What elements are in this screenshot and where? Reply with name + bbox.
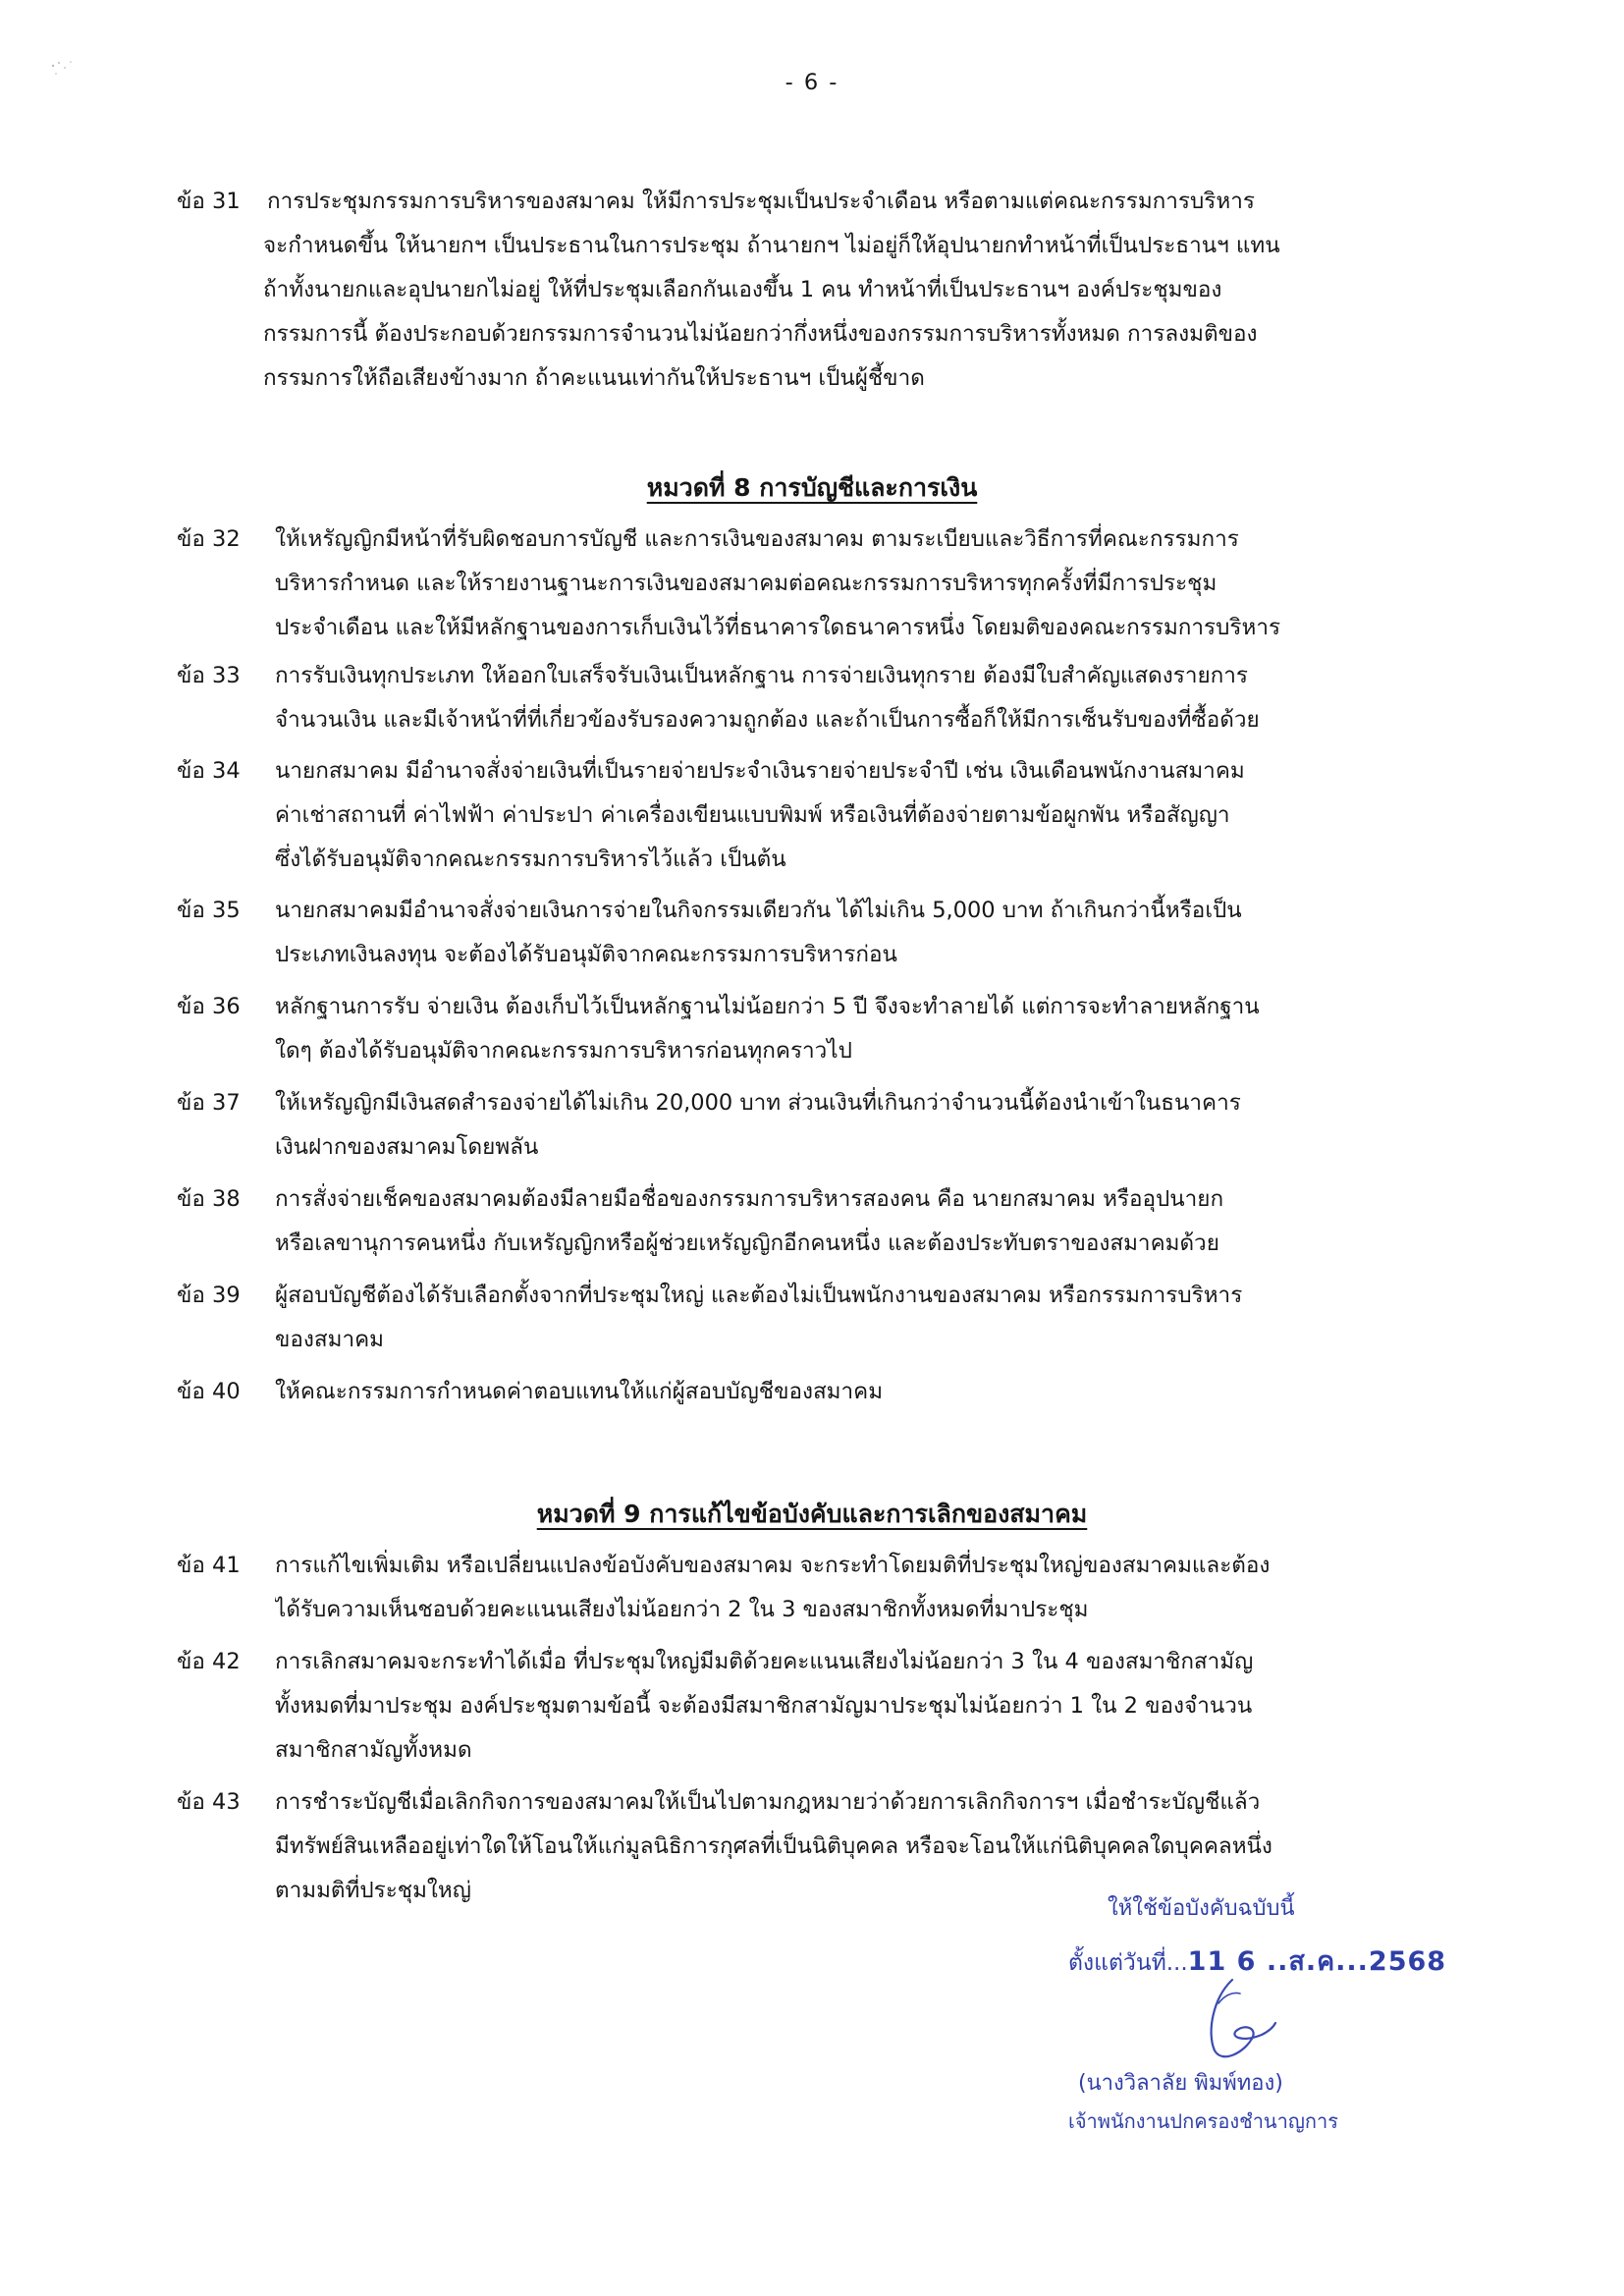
clause-line: หลักฐานการรับ จ่ายเงิน ต้องเก็บไว้เป็นหลักฐานไม่น้อยกว่า 5 ปี จึงจะทำลายได้ แต่การจะทำลายหลักฐาน [275,994,1260,1019]
clause-number: ข้อ 34 [177,758,241,784]
clause-line: มีทรัพย์สินเหลืออยู่เท่าใดให้โอนให้แก่มูลนิธิการกุศลที่เป็นนิติบุคคล หรือจะโอนให้แก่นิติบุคคลใดบุคคลหนึ่ง [275,1833,1272,1859]
official-position: เจ้าพนักงานปกครองชำนาญการ [1068,2109,1338,2133]
clause-line: ผู้สอบบัญชีต้องได้รับเลือกตั้งจากที่ประชุมใหญ่ และต้องไม่เป็นพนักงานของสมาคม หรือกรรมการบริหาร [275,1283,1243,1308]
stamp-date: 11 6 ..ส.ค...2568 [1187,1946,1447,1977]
clause-line: การประชุมกรรมการบริหารของสมาคม ให้มีการประชุมเป็นประจำเดือน หรือตามแต่คณะกรรมการบริหาร [267,189,1255,214]
clause-35 [177,889,1492,977]
clause-line: เงินฝากของสมาคมโดยพลัน [275,1134,539,1160]
clause-31 [0,180,1624,401]
clause-number: ข้อ 31 [177,189,241,214]
clause-line: ใดๆ ต้องได้รับอนุมัติจากคณะกรรมการบริหารก่อนทุกคราวไป [275,1038,852,1064]
section-8-clauses [0,518,1624,1414]
clause-41 [177,1544,1492,1632]
stamp-date-prefix: ตั้งแต่วันที่... [1068,1950,1188,1976]
clause-line: จำนวนเงิน และมีเจ้าหน้าที่ที่เกี่ยวข้องรับรองความถูกต้อง และถ้าเป็นการซื้อก็ให้มีการเซ็นรับของที่ซื้อด้วย [275,707,1260,733]
clause-number: ข้อ 37 [177,1090,241,1116]
clause-line: ของสมาคม [275,1327,384,1352]
stamp-effective-text: ให้ใช้ข้อบังคับฉบับนี้ [1108,1896,1295,1921]
official-name: (นางวิลาลัย พิมพ์ทอง) [1078,2071,1283,2096]
clause-line: สมาชิกสามัญทั้งหมด [275,1737,472,1763]
clause-line: ประจำเดือน และให้มีหลักฐานของการเก็บเงินไว้ที่ธนาคารใดธนาคารหนึ่ง โดยมติของคณะกรรมการบริหาร [275,615,1281,640]
clause-line: ประเภทเงินลงทุน จะต้องได้รับอนุมัติจากคณะกรรมการบริหารก่อน [275,942,897,967]
clause-number: ข้อ 32 [177,526,241,552]
clause-line: ให้คณะกรรมการกำหนดค่าตอบแทนให้แก่ผู้สอบบัญชีของสมาคม [275,1379,884,1404]
clause-39 [177,1274,1492,1362]
clause-number: ข้อ 39 [177,1283,241,1308]
clause-line: การแก้ไขเพิ่มเติม หรือเปลี่ยนแปลงข้อบังคับของสมาคม จะกระทำโดยมติที่ประชุมใหญ่ของสมาคมและต้อง [275,1553,1271,1578]
clause-line: ซึ่งได้รับอนุมัติจากคณะกรรมการบริหารไว้แล้ว เป็นต้น [275,847,786,872]
clause-38 [177,1177,1492,1266]
clause-line: การชำระบัญชีเมื่อเลิกกิจการของสมาคมให้เป็นไปตามกฎหมายว่าด้วยการเลิกกิจการฯ เมื่อชำระบัญชีแล้ว [275,1789,1261,1815]
clause-line: บริหารกำหนด และให้รายงานฐานะการเงินของสมาคมต่อคณะกรรมการบริหารทุกครั้งที่มีการประชุม [275,571,1218,596]
clause-line: หรือเลขานุการคนหนึ่ง กับเหรัญญิกหรือผู้ช่วยเหรัญญิกอีกคนหนึ่ง และต้องประทับตราของสมาคมด้วย [275,1230,1219,1256]
clause-40 [177,1370,1492,1414]
clause-number: ข้อ 35 [177,898,241,923]
scan-smudge [47,54,86,83]
clause-line: กรรมการให้ถือเสียงข้างมาก ถ้าคะแนนเท่ากันให้ประธานฯ เป็นผู้ชี้ขาด [263,365,925,391]
clause-line: จะกำหนดขึ้น ให้นายกฯ เป็นประธานในการประชุม ถ้านายกฯ ไม่อยู่ก็ให้อุปนายกทำหน้าที่เป็นประธานฯ แทน [263,233,1280,258]
clause-number: ข้อ 33 [177,663,241,688]
clause-37 [177,1081,1492,1170]
clause-34 [177,749,1492,882]
clause-line: ตามมติที่ประชุมใหญ่ [275,1878,471,1903]
clause-line: นายกสมาคมมีอำนาจสั่งจ่ายเงินการจ่ายในกิจกรรมเดียวกัน ได้ไม่เกิน 5,000 บาท ถ้าเกินกว่านี้หรือเป็น [275,898,1242,923]
clause-line: ให้เหรัญญิกมีหน้าที่รับผิดชอบการบัญชี และการเงินของสมาคม ตามระเบียบและวิธีการที่คณะกรรมการ [275,526,1239,552]
clause-line: นายกสมาคม มีอำนาจสั่งจ่ายเงินที่เป็นรายจ่ายประจำเงินรายจ่ายประจำปี เช่น เงินเดือนพนักงานสมาคม [275,758,1245,784]
signature-icon [1203,1974,1281,2067]
clause-32 [177,518,1492,650]
clause-number: ข้อ 38 [177,1186,241,1212]
page-number: - 6 - [785,70,839,95]
clause-line: ได้รับความเห็นชอบด้วยคะแนนเสียงไม่น้อยกว่า 2 ใน 3 ของสมาชิกทั้งหมดที่มาประชุม [275,1597,1089,1622]
clause-line: การเลิกสมาคมจะกระทำได้เมื่อ ที่ประชุมใหญ่มีมติด้วยคะแนนเสียงไม่น้อยกว่า 3 ใน 4 ของสมาชิกสามัญ [275,1649,1254,1674]
clause-line: การรับเงินทุกประเภท ให้ออกใบเสร็จรับเงินเป็นหลักฐาน การจ่ายเงินทุกราย ต้องมีใบสำคัญแสดงรายการ [275,663,1248,688]
clause-number: ข้อ 40 [177,1379,241,1404]
clause-line: ทั้งหมดที่มาประชุม องค์ประชุมตามข้อนี้ จะต้องมีสมาชิกสามัญมาประชุมไม่น้อยกว่า 1 ใน 2 ของจำนวน [275,1693,1253,1719]
clause-line: กรรมการนี้ ต้องประกอบด้วยกรรมการจำนวนไม่น้อยกว่ากึ่งหนึ่งของกรรมการบริหารทั้งหมด การลงมติของ [263,321,1258,347]
section-9-clauses [0,1544,1624,1913]
clause-number: ข้อ 36 [177,994,241,1019]
chapter-9-heading: หมวดที่ 9 การแก้ไขข้อบังคับและการเลิกของสมาคม [536,1500,1088,1528]
clause-43 [177,1780,1492,1913]
clause-number: ข้อ 42 [177,1649,241,1674]
clause-line: การสั่งจ่ายเช็คของสมาคมต้องมีลายมือชื่อของกรรมการบริหารสองคน คือ นายกสมาคม หรืออุปนายก [275,1186,1224,1212]
clause-line: ถ้าทั้งนายกและอุปนายกไม่อยู่ ให้ที่ประชุมเลือกกันเองขึ้น 1 คน ทำหน้าที่เป็นประธานฯ องค์ประชุมของ [263,277,1222,302]
clause-line: ค่าเช่าสถานที่ ค่าไฟฟ้า ค่าประปา ค่าเครื่องเขียนแบบพิมพ์ หรือเงินที่ต้องจ่ายตามข้อผูกพัน หรือสัญญา [275,802,1230,828]
chapter-8-heading: หมวดที่ 8 การบัญชีและการเงิน [646,473,978,502]
clause-line: ให้เหรัญญิกมีเงินสดสำรองจ่ายได้ไม่เกิน 20,000 บาท ส่วนเงินที่เกินกว่าจำนวนนี้ต้องนำเข้าในธนาคาร [275,1090,1241,1116]
clause-33 [177,654,1492,742]
clause-number: ข้อ 41 [177,1553,241,1578]
clause-36 [177,985,1492,1073]
clause-number: ข้อ 43 [177,1789,241,1815]
clause-42 [177,1640,1492,1773]
